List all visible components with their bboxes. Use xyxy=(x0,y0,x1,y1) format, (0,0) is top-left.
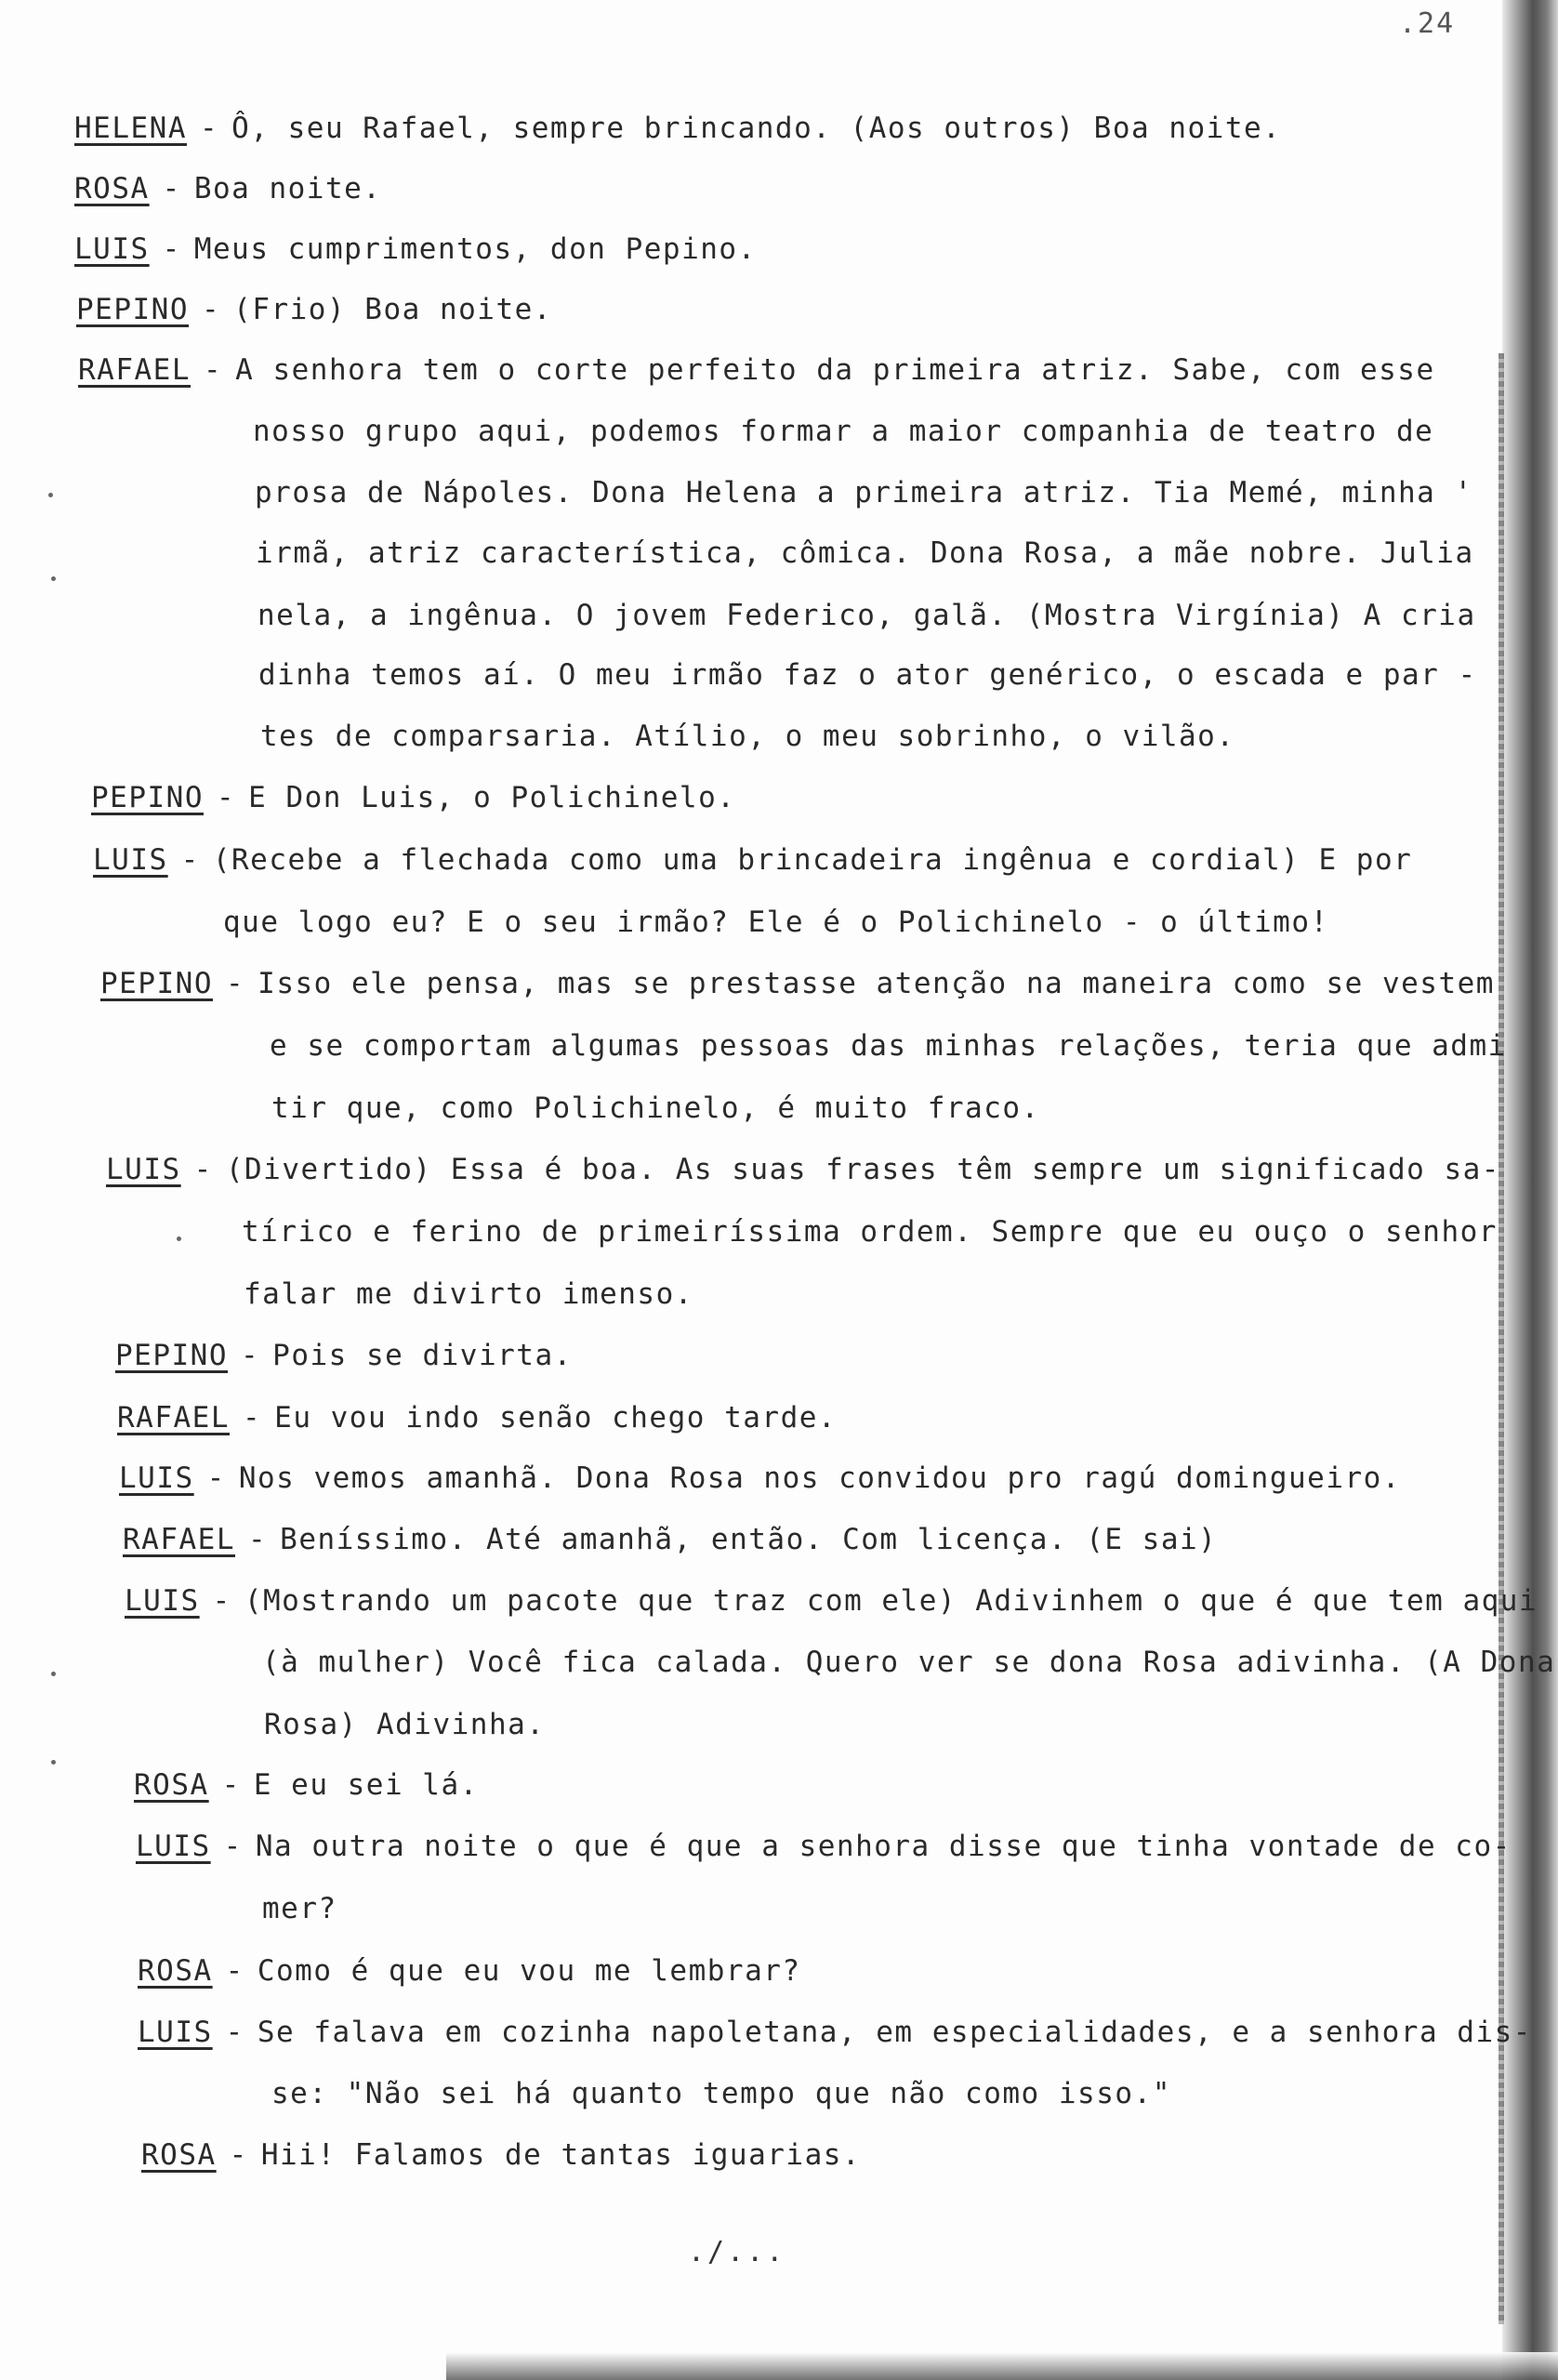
dialogue-text: Se falava em cozinha napoletana, em especialidades, e a senhora dis- xyxy=(257,2016,1532,2049)
dialogue-continuation: (à mulher) Você fica calada. Quero ver se dona Rosa adivinha. (A Dona xyxy=(262,1646,1556,1679)
dialogue-text: A senhora tem o corte perfeito da primeira atriz. Sabe, com esse xyxy=(235,353,1435,387)
speaker-name: PEPINO xyxy=(91,781,204,814)
speaker-dash: - xyxy=(223,1830,243,1863)
dialogue-text: Eu vou indo senão chego tarde. xyxy=(274,1401,838,1435)
speaker-dash: - xyxy=(225,967,245,1000)
speaker-name: PEPINO xyxy=(76,293,189,326)
dialogue-text: Hii! Falamos de tantas iguarias. xyxy=(260,2138,862,2172)
speaker-name: PEPINO xyxy=(115,1339,228,1372)
dialogue-text: Isso ele pensa, mas se prestasse atenção na maneira como se vestem xyxy=(257,967,1495,1000)
page-number: .24 xyxy=(1399,7,1456,40)
dialogue-text: E Don Luis, o Polichinelo. xyxy=(248,781,736,814)
dialogue-line xyxy=(93,841,1412,879)
dialogue-text: Ô, seu Rafael, sempre brincando. (Aos outros) Boa noite. xyxy=(231,112,1282,145)
speaker-dash: - xyxy=(240,1339,260,1372)
speaker-dash: - xyxy=(221,1768,241,1802)
speaker-dash: - xyxy=(212,1584,231,1618)
dialogue-continuation: prosa de Nápoles. Dona Helena a primeira atriz. Tia Memé, minha ' xyxy=(255,476,1473,509)
speaker-dash: - xyxy=(180,843,200,877)
speaker-name: ROSA xyxy=(141,2138,217,2172)
scan-speck xyxy=(48,493,53,497)
dialogue-continuation: tes de comparsaria. Atílio, o meu sobrinho, o vilão. xyxy=(260,720,1235,753)
dialogue-line xyxy=(74,231,757,268)
speaker-dash: - xyxy=(201,293,221,326)
scan-speck xyxy=(51,1760,56,1765)
dialogue-line xyxy=(74,170,381,207)
dialogue-continuation: mer? xyxy=(262,1892,337,1925)
scan-bottom-shadow xyxy=(446,2352,1558,2380)
speaker-name: LUIS xyxy=(106,1153,181,1186)
dialogue-text: Na outra noite o que é que a senhora disse que tinha vontade de co- xyxy=(255,1830,1512,1863)
speaker-name: RAFAEL xyxy=(117,1401,230,1435)
dialogue-continuation: que logo eu? E o seu irmão? Ele é o Polichinelo - o último! xyxy=(223,906,1329,939)
dialogue-text: E eu sei lá. xyxy=(253,1768,479,1802)
speaker-dash: - xyxy=(206,1461,226,1495)
speaker-name: ROSA xyxy=(138,1954,213,1988)
dialogue-text: (Frio) Boa noite. xyxy=(233,293,552,326)
speaker-dash: - xyxy=(203,353,223,387)
dialogue-line xyxy=(91,779,735,816)
dialogue-line xyxy=(115,1337,573,1374)
dialogue-continuation: se: "Não sei há quanto tempo que não como isso." xyxy=(271,2077,1171,2110)
dialogue-line xyxy=(78,351,1435,389)
speaker-dash: - xyxy=(225,2016,244,2049)
dialogue-text: Nos vemos amanhã. Dona Rosa nos convidou pro ragú domingueiro. xyxy=(238,1461,1401,1495)
speaker-name: HELENA xyxy=(74,112,187,145)
dialogue-line xyxy=(138,2014,1532,2051)
dialogue-line xyxy=(141,2136,861,2174)
dialogue-continuation: nosso grupo aqui, podemos formar a maior companhia de teatro de xyxy=(253,415,1434,448)
speaker-dash: - xyxy=(242,1401,262,1435)
speaker-name: LUIS xyxy=(136,1830,211,1863)
speaker-name: LUIS xyxy=(93,843,168,877)
speaker-name: ROSA xyxy=(74,172,150,205)
dialogue-continuation: falar me divirto imenso. xyxy=(244,1277,693,1311)
speaker-name: LUIS xyxy=(125,1584,200,1618)
dialogue-text: Boa noite. xyxy=(193,172,382,205)
scan-speck xyxy=(51,576,56,581)
speaker-dash: - xyxy=(199,112,219,145)
dialogue-text: Pois se divirta. xyxy=(272,1339,573,1372)
dialogue-line xyxy=(123,1521,1217,1558)
speaker-dash: - xyxy=(247,1523,268,1556)
scan-speck xyxy=(51,1672,56,1676)
dialogue-text: Meus cumprimentos, don Pepino. xyxy=(193,232,757,266)
dialogue-text: (Mostrando um pacote que traz com ele) Adivinhem o que é que tem aqui xyxy=(244,1584,1538,1618)
dialogue-line xyxy=(106,1151,1500,1188)
speaker-name: RAFAEL xyxy=(78,353,191,387)
dialogue-line xyxy=(134,1766,479,1804)
dialogue-text: Como é que eu vou me lembrar? xyxy=(257,1954,801,1988)
speaker-dash: - xyxy=(229,2138,248,2172)
dialogue-line xyxy=(117,1399,837,1436)
dialogue-continuation: Rosa) Adivinha. xyxy=(264,1708,546,1741)
speaker-dash: - xyxy=(225,1954,244,1988)
dialogue-continuation: tir que, como Polichinelo, é muito fraco. xyxy=(271,1091,1040,1125)
dialogue-continuation: tírico e ferino de primeiríssima ordem. Sempre que eu ouço o senhor xyxy=(242,1215,1498,1249)
speaker-dash: - xyxy=(162,172,181,205)
dialogue-text: (Recebe a flechada como uma brincadeira ingênua e cordial) E por xyxy=(212,843,1413,877)
dialogue-line xyxy=(74,110,1281,147)
dialogue-continuation: e se comportam algumas pessoas das minhas relações, teria que admi xyxy=(270,1029,1507,1063)
dialogue-line xyxy=(76,291,552,328)
dialogue-line xyxy=(138,1952,801,1990)
dialogue-line xyxy=(119,1460,1401,1497)
speaker-dash: - xyxy=(193,1153,213,1186)
dialogue-text: (Divertido) Essa é boa. As suas frases têm sempre um significado sa- xyxy=(225,1153,1500,1186)
speaker-name: LUIS xyxy=(74,232,150,266)
speaker-name: ROSA xyxy=(134,1768,209,1802)
speaker-name: PEPINO xyxy=(100,967,213,1000)
speaker-name: RAFAEL xyxy=(123,1523,235,1556)
speaker-dash: - xyxy=(162,232,181,266)
dialogue-text: Beníssimo. Até amanhã, então. Com licença. (E sai) xyxy=(280,1523,1218,1556)
speaker-name: LUIS xyxy=(138,2016,213,2049)
continuation-mark: ./... xyxy=(688,2236,786,2268)
dialogue-continuation: nela, a ingênua. O jovem Federico, galã. (Mostra Virgínia) A cria xyxy=(257,599,1476,632)
dialogue-continuation: dinha temos aí. O meu irmão faz o ator genérico, o escada e par - xyxy=(258,658,1477,692)
dialogue-line xyxy=(136,1828,1512,1865)
speaker-name: LUIS xyxy=(119,1461,194,1495)
scan-speck xyxy=(177,1236,181,1241)
dialogue-line xyxy=(125,1582,1538,1620)
dialogue-line xyxy=(100,965,1495,1002)
dialogue-continuation: irmã, atriz característica, cômica. Dona Rosa, a mãe nobre. Julia xyxy=(256,536,1474,570)
speaker-dash: - xyxy=(216,781,236,814)
